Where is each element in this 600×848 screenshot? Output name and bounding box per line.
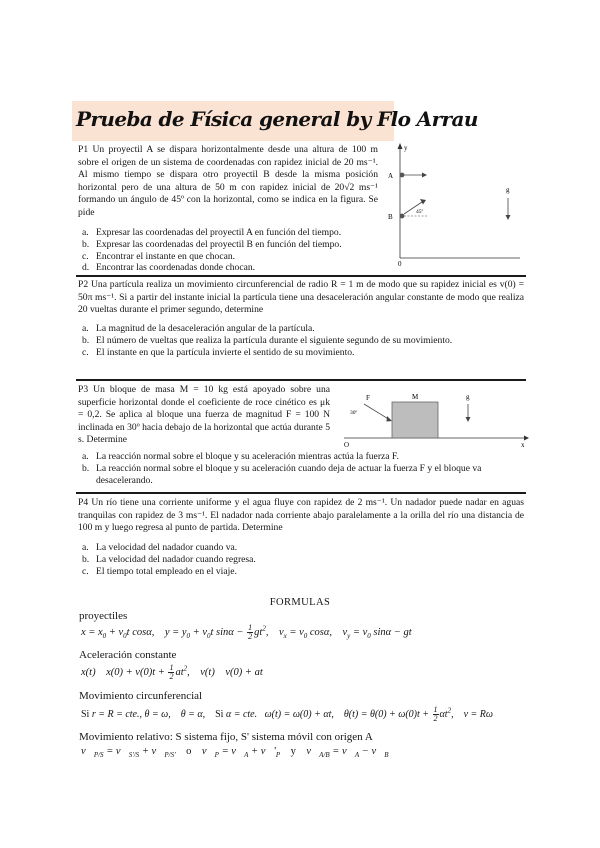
- origin-label: O: [344, 441, 350, 449]
- p1-label: P1: [78, 144, 89, 155]
- list-item: b. La reacción normal sobre el bloque y su aceleración cuando deja de actuar la fuerza F y el bloque va desacelerando.: [82, 462, 482, 486]
- force-arrow: [364, 404, 390, 420]
- point-b-label: B: [388, 213, 393, 221]
- aceleracion-heading: Aceleración constante: [79, 649, 177, 661]
- circular-equations: Si r = R = cte., θ = ω, θ = α, Si α = cte. ω(t) = ω(0) + αt, θ(t) = θ(0) + ω(0)t + $\frac{1}{2}$ $\alpha t^2$, v = Rω: [81, 705, 493, 723]
- gravity-label: g: [466, 393, 470, 401]
- list-item: d. Encontrar las coordenadas donde chocan.: [82, 262, 256, 274]
- list-item: a. Expresar las coordenadas del proyectil A en función del tiempo.: [82, 227, 342, 238]
- p3-label: P3: [78, 384, 89, 395]
- proyectiles-heading: proyectiles: [79, 610, 128, 622]
- relativo-equations: $v⃗_{P/S}$ = $v⃗_{S'/S}$ + $v⃗_{P/S'}$ o $v⃗_P$ = $v⃗_A$ + $v⃗'_P$ y $v⃗_{A/B}$ = $v⃗_A$ − $v⃗_B$: [81, 746, 389, 760]
- p2-items: [78, 323, 452, 358]
- p4-label: P4: [78, 497, 89, 508]
- list-item: a. La velocidad del nadador cuando va.: [82, 542, 238, 553]
- p1-figure: [380, 140, 530, 270]
- origin-label: 0: [398, 260, 402, 268]
- p1-text: Un proyectil A se dispara horizontalmente desde una altura de 100 m sobre el origen de un sistema de coordenadas con rapidez inicial de 20 ms⁻¹. Al mismo tiempo se dispara otro proyectil B desde la misma posición horizontal pero de una altura de 50 m con rapidez inicial de 20√2 ms⁻¹ formando un ángulo de 45º con la horizontal, como se indica en la figura. Se pide: [78, 144, 378, 218]
- p1-statement: [78, 144, 378, 220]
- p3-text: Un bloque de masa M = 10 kg está apoyado sobre una superficie horizontal donde el coeficiente de roce cinético es μk = 0,2. Se aplica al bloque una fuerza de magnitud F = 100 N inclinada en 30º hacia debajo de la horizontal que actúa durante 5 s. Determine: [78, 384, 330, 446]
- point-a-label: A: [388, 172, 394, 180]
- x-axis-label: x: [521, 441, 525, 449]
- p4-statement: [78, 497, 524, 535]
- p4-items: [78, 542, 256, 577]
- angle-label: 45º: [416, 209, 424, 215]
- point-a: [400, 173, 405, 178]
- p3-statement: [78, 384, 330, 447]
- mass-label: M: [412, 393, 419, 401]
- p4-text: Un río tiene una corriente uniforme y el agua fluye con rapidez de 2 ms⁻¹. Un nadador puede nadar en aguas tranquilas con rapidez de 3 ms⁻¹. El nadador nada corriente abajo paralelamente a la orilla del río una distancia de 100 m y luego regresa al punto de partida. Determine: [78, 497, 524, 534]
- list-item: b. La velocidad del nadador cuando regresa.: [82, 553, 256, 565]
- proyectiles-equations: $x = x_0 + v_0t$ cosα, $y = y_0 + v_0t$ sinα − $\frac{1}{2}$ $gt^2$, $v_x = v_0$ cosα, $v_y = v_0$ sinα − gt: [81, 623, 412, 641]
- y-axis-label: y: [404, 144, 408, 152]
- aceleracion-equations: x(t) x(0) + v(0)t + $\frac{1}{2}$ $at^2$, v(t) v(0) + at: [81, 663, 263, 681]
- point-b: [400, 214, 405, 219]
- page-title: Prueba de Física general by Flo Arrau: [76, 107, 478, 131]
- p2-text: Una partícula realiza un movimiento circunferencial de radio R = 1 m de modo que su rapidez inicial es v(0) = 50π ms⁻¹. Si a partir del instante inicial la partícula tiene una desaceleración angular constante de modo que realiza 20 vueltas durante el primer segundo, determine: [78, 279, 524, 316]
- title-banner: [72, 101, 478, 141]
- list-item: b. El número de vueltas que realiza la partícula durante el siguiente segundo de su movimiento.: [82, 334, 453, 346]
- list-item: b. Expresar las coordenadas del proyectil B en función del tiempo.: [82, 238, 342, 250]
- p3-figure: [338, 386, 530, 448]
- list-item: c. El tiempo total empleado en el viaje.: [82, 565, 237, 577]
- list-item: a. La reacción normal sobre el bloque y su aceleración mientras actúa la fuerza F.: [82, 451, 399, 462]
- circular-heading: Movimiento circunferencial: [79, 690, 203, 702]
- separator: [76, 275, 526, 277]
- y-axis-arrow: [398, 143, 403, 149]
- block: [392, 402, 438, 438]
- list-item: c. El instante en que la partícula invierte el sentido de su movimiento.: [82, 346, 355, 358]
- list-item: c. Encontrar el instante en que chocan.: [82, 250, 236, 262]
- angle-label: 30º: [350, 410, 358, 416]
- force-label: F: [366, 394, 370, 402]
- separator: [76, 379, 526, 381]
- relativo-heading: Movimiento relativo: S sistema fijo, S' sistema móvil con origen A: [79, 731, 373, 743]
- gravity-label: g: [506, 186, 510, 194]
- p1-items: [78, 227, 342, 274]
- p2-statement: [78, 279, 524, 317]
- separator: [76, 492, 526, 494]
- formulas-heading: FORMULAS: [269, 597, 331, 608]
- p2-label: P2: [78, 279, 89, 290]
- p3-items: [78, 451, 524, 486]
- list-item: a. La magnitud de la desaceleración angular de la partícula.: [82, 323, 315, 334]
